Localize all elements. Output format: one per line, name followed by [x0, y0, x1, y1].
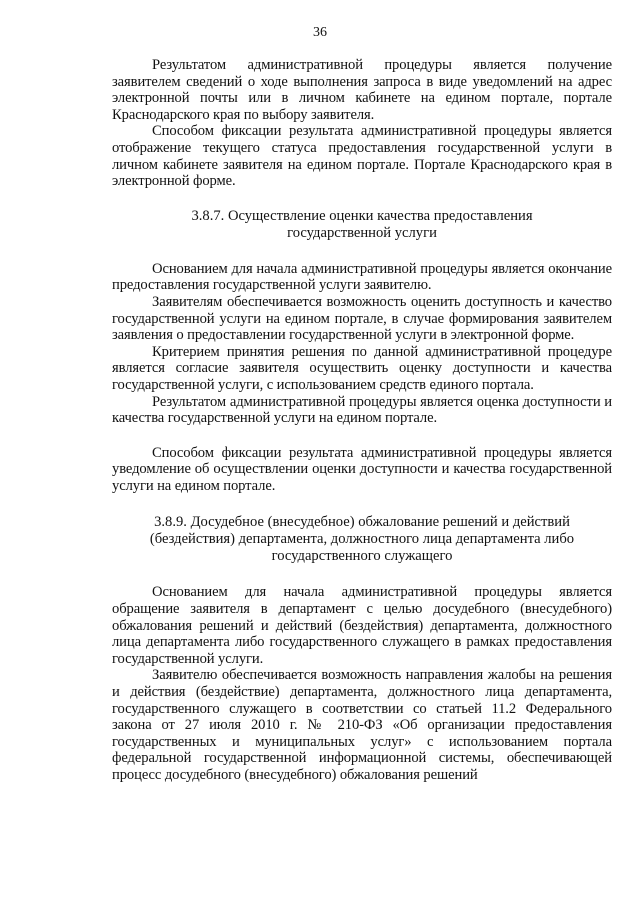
paragraph-evaluation-possibility: Заявителям обеспечивается возможность оценить доступность и качество государственной услуги на едином портале, в случае формирования заявителем заявления о предоставлении государственной услуги в электронной форме. [112, 293, 612, 344]
paragraph-basis-evaluation: Основанием для начала административной процедуры является окончание предоставления государственной услуги заявителю. [112, 260, 612, 294]
document-body [112, 57, 612, 784]
paragraph-basis-appeal: Основанием для начала административной процедуры является обращение заявителя в департамент с целью досудебного (внесудебного) обжалования решений и действий (бездействия) департамента, должностного лица департамента либо государственного служащего в рамках предоставления государственной услуги. [112, 584, 612, 667]
paragraph-result-notification: Результатом административной процедуры является получение заявителем сведений о ходе выполнения запроса в виде уведомлений на адрес электронной почты или в личном кабинете на едином портале, портале Краснодарского края по выбору заявителя. [112, 57, 612, 123]
section-heading-3-8-9: 3.8.9. Досудебное (внесудебное) обжалование решений и действий (бездействия) департамента, должностного лица департамента либо государственного служащего [149, 514, 575, 565]
page-number: 36 [313, 25, 327, 40]
paragraph-complaint-possibility: Заявителю обеспечивается возможность направления жалобы на решения и действия (бездействие) департамента, должностного лица департамента, государственного служащего в соответствии со статьей 11.2 Федерального закона от 27 июля 2010 г. № 210-ФЗ «Об организации предоставления государственных и муниципальных услуг» с использованием портала федеральной государственной информационной системы, обеспечивающей процесс досудебного (внесудебного) обжалования решений [112, 667, 612, 783]
section-heading-3-8-7: 3.8.7. Осуществление оценки качества предоставления государственной услуги [191, 207, 533, 241]
paragraph-evaluation-fixation: Способом фиксации результата административной процедуры является уведомление об осуществлении оценки доступности и качества государственной услуги на едином портале. [112, 444, 612, 494]
paragraph-decision-criterion: Критерием принятия решения по данной административной процедуре является согласие заявителя осуществить оценку доступности и качества государственной услуги, с использованием средств единого портала. [112, 343, 612, 393]
paragraph-result-fixation-status: Способом фиксации результата административной процедуры является отображение текущего статуса предоставления государственной услуги в личном кабинете заявителя на едином портале. Портале Краснодарского края в электронной форме. [112, 123, 612, 190]
paragraph-evaluation-result: Результатом административной процедуры является оценка доступности и качества государственной услуги на едином портале. [112, 393, 612, 427]
